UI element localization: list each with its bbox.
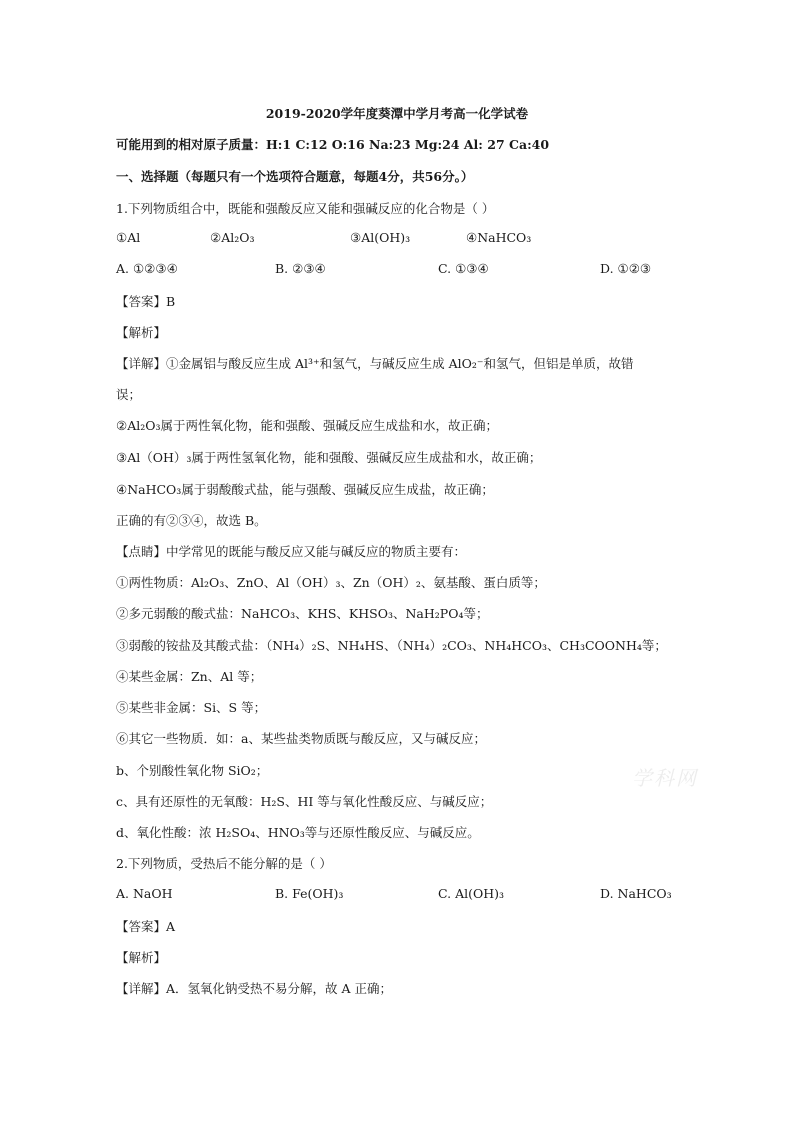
question-1-options [0,261,794,279]
question-1-note: ④某些金属：Zn、Al 等； [116,669,263,684]
question-1-note: ②多元弱酸的酸式盐：NaHCO₃、KHS、KHSO₃、NaH₂PO₄等； [116,606,489,621]
question-1-note: b、个别酸性氧化物 SiO₂； [116,763,269,778]
question-2-options [0,886,794,904]
atomic-masses: 可能用到的相对原子质量：H:1 C:12 O:16 Na:23 Mg:24 Al: 27 Ca:40 [116,137,550,152]
question-1-detail: ④NaHCO₃属于弱酸酸式盐，能与强酸、强碱反应生成盐，故正确； [116,482,494,497]
question-1-item: ②Al₂O₃ [210,230,255,245]
question-1-items [0,230,794,248]
question-1-note: ⑤某些非金属：Si、S 等； [116,700,267,715]
question-2-stem: 2.下列物质，受热后不能分解的是（ ） [116,856,332,871]
section-heading: 一、选择题（每题只有一个选项符合题意，每题4分，共56分。） [116,169,474,184]
question-2-analysis: 【解析】 [116,950,167,965]
question-1-analysis: 【解析】 [116,325,167,340]
question-1-detail: ②Al₂O₃属于两性氧化物，能和强酸、强碱反应生成盐和水，故正确； [116,418,499,433]
question-1-note: ③弱酸的铵盐及其酸式盐：（NH₄）₂S、NH₄HS、（NH₄）₂CO₃、NH₄HCO₃、CH₃COONH₄等； [116,638,667,653]
question-1-detail: ③Al（OH）₃属于两性氢氧化物，能和强酸、强碱反应生成盐和水，故正确； [116,450,542,465]
question-1-answer: 【答案】B [116,294,176,309]
question-1-note-title: 【点睛】中学常见的既能与酸反应又能与碱反应的物质主要有： [116,544,467,559]
watermark: 学科网 [632,766,698,790]
question-1-note: c、具有还原性的无氧酸：H₂S、HI 等与氧化性酸反应、与碱反应； [116,794,493,809]
question-1-note: ①两性物质：Al₂O₃、ZnO、Al（OH）₃、Zn（OH）₂、氨基酸、蛋白质等； [116,575,546,590]
option-a: A. ①②③④ [116,261,178,276]
question-1-item: ③Al(OH)₃ [350,230,411,245]
option-d: D. ①②③ [600,261,652,276]
option-b: B. Fe(OH)₃ [275,886,344,901]
option-c: C. ①③④ [438,261,489,276]
option-b: B. ②③④ [275,261,326,276]
option-a: A. NaOH [116,886,173,901]
page-title: 2019-2020学年度葵潭中学月考高一化学试卷 [265,106,529,121]
question-1-item: ④NaHCO₃ [466,230,532,245]
question-2-answer: 【答案】A [116,919,176,934]
option-c: C. Al(OH)₃ [438,886,505,901]
question-1-conclusion: 正确的有②③④，故选 B。 [116,513,267,528]
question-1-detail: 误； [116,387,142,402]
question-1-detail: 【详解】①金属铝与酸反应生成 Al³⁺和氢气，与碱反应生成 AlO₂⁻和氢气，但铝是单质，故错 [116,356,634,371]
question-1-item: ①Al [116,230,141,245]
question-1-note: ⑥其它一些物质．如：a、某些盐类物质既与酸反应，又与碱反应； [116,731,486,746]
option-d: D. NaHCO₃ [600,886,672,901]
question-2-detail: 【详解】A．氢氧化钠受热不易分解，故 A 正确； [116,981,393,996]
question-1-stem: 1.下列物质组合中，既能和强酸反应又能和强碱反应的化合物是（ ） [116,201,495,216]
question-1-note: d、氧化性酸：浓 H₂SO₄、HNO₃等与还原性酸反应、与碱反应。 [116,825,480,840]
